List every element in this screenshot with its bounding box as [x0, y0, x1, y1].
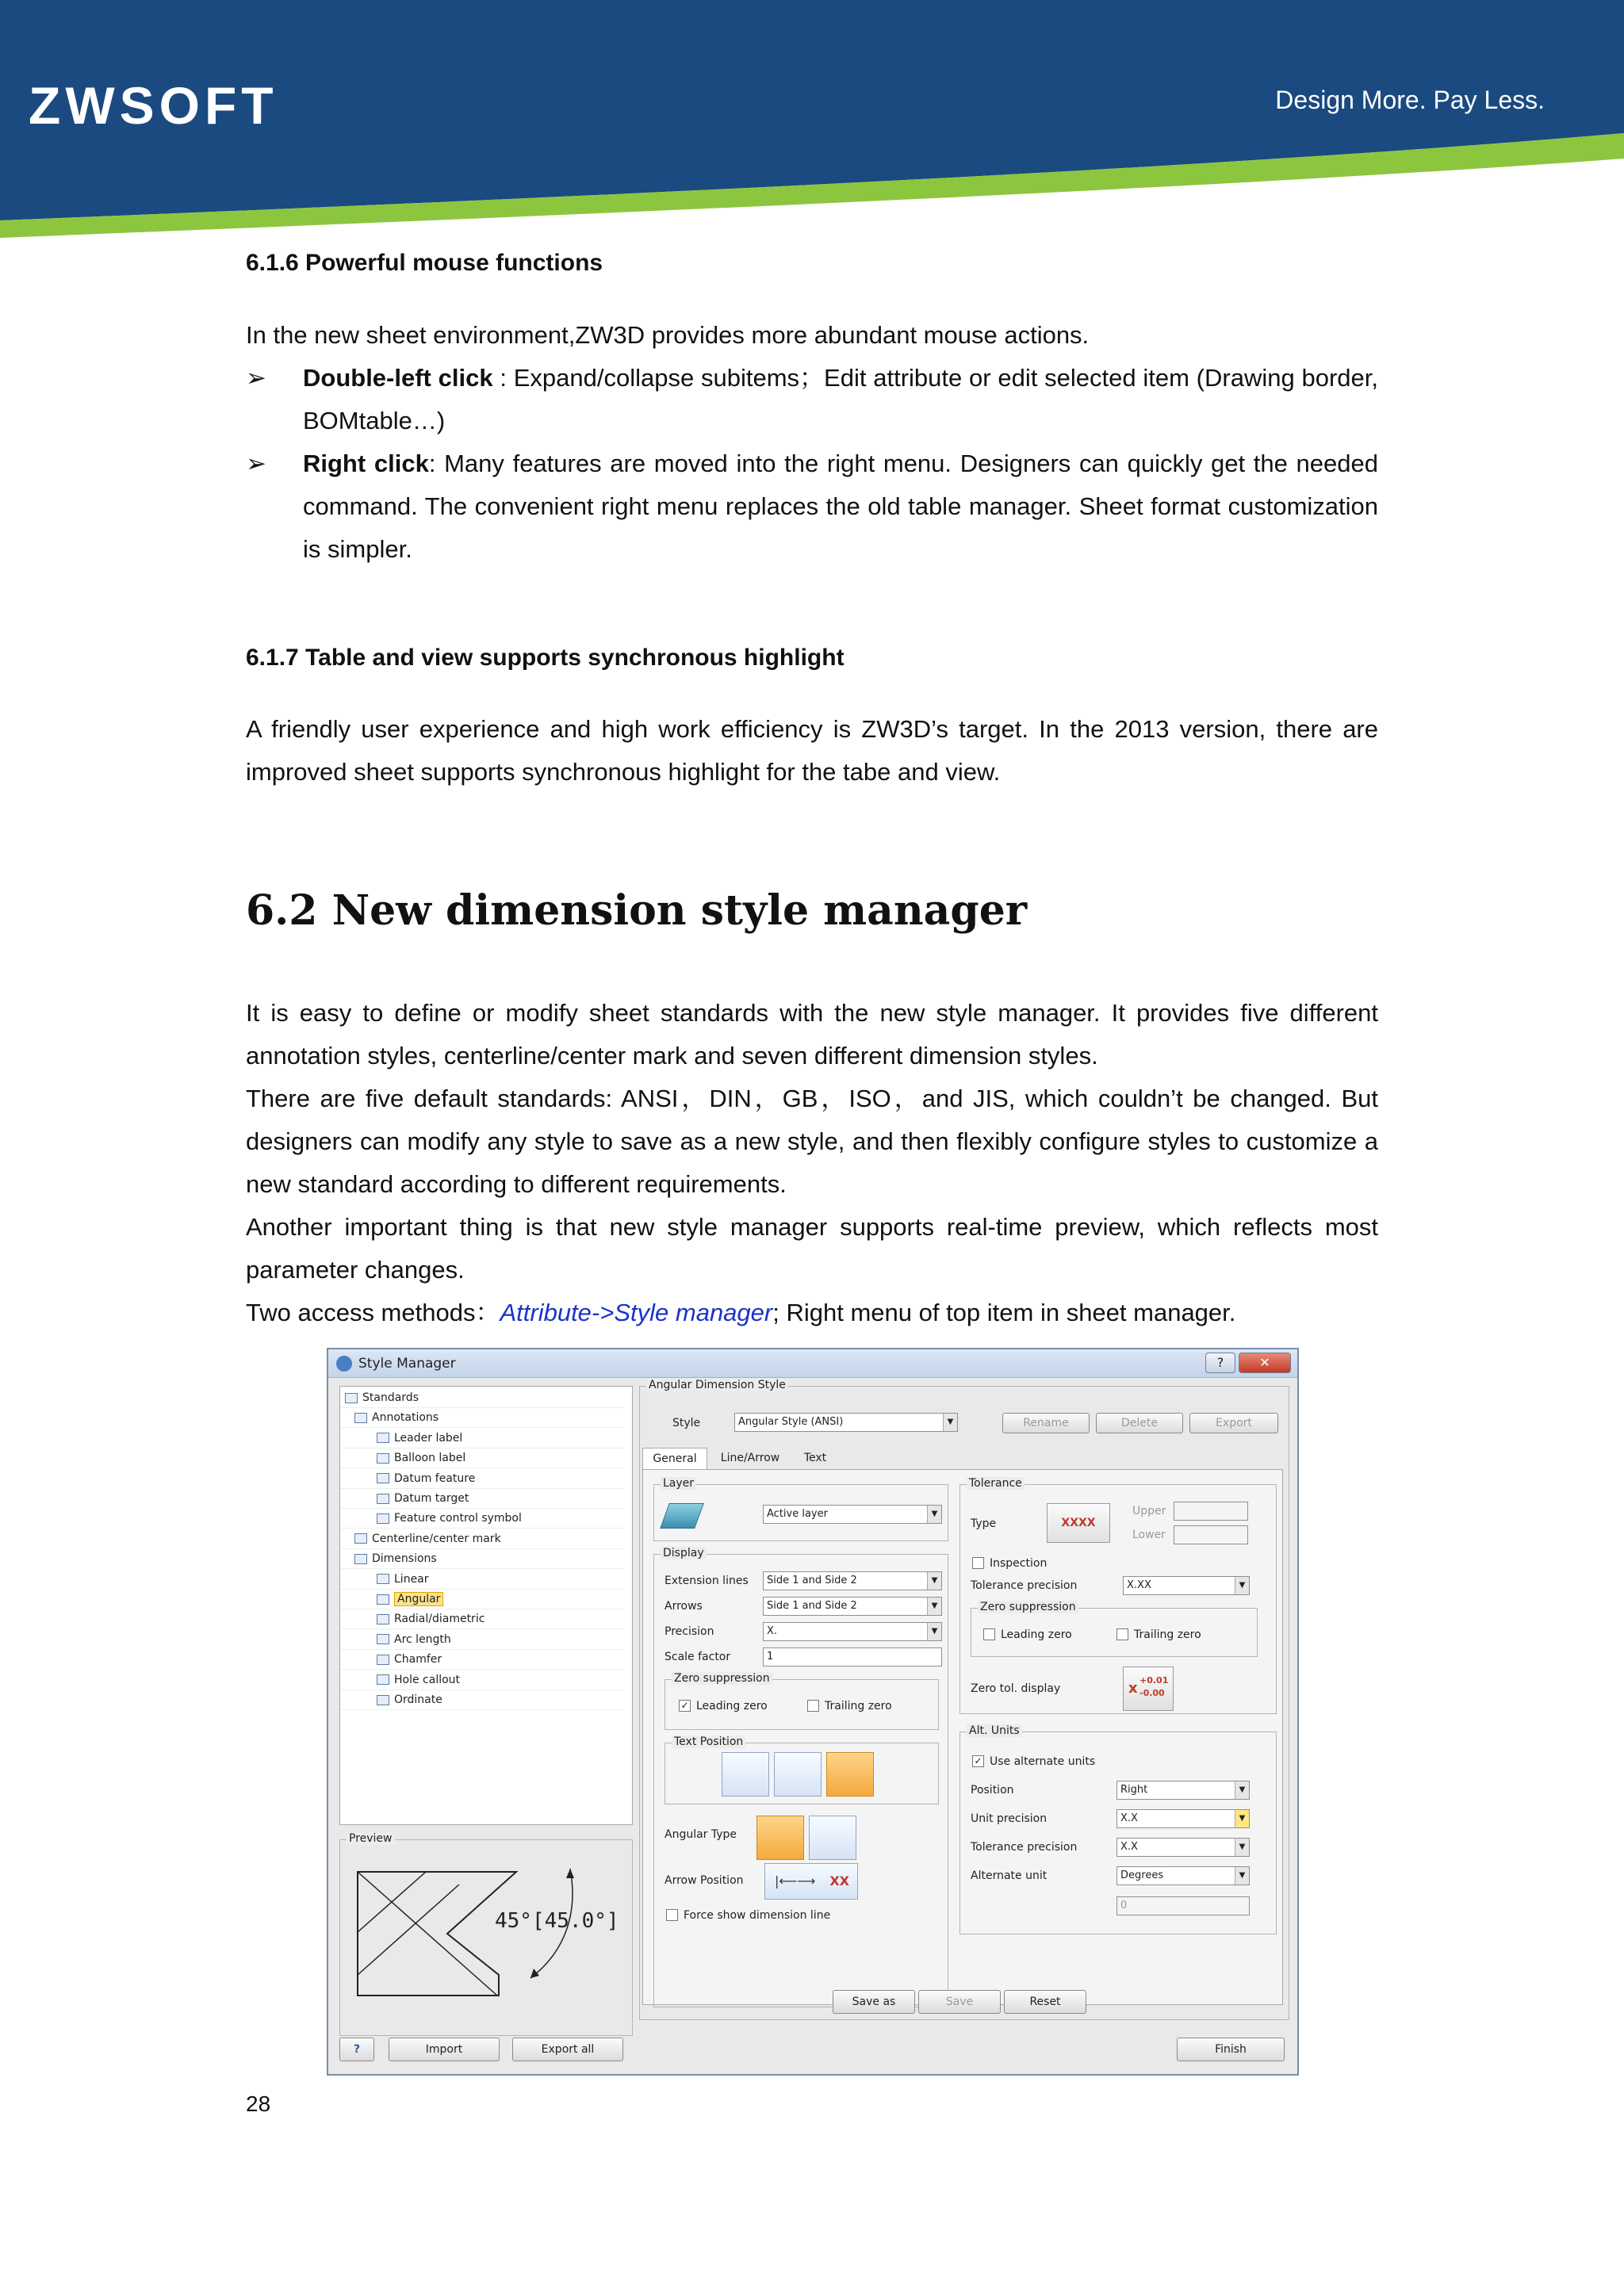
zero-tol-up: +0.01	[1139, 1675, 1169, 1686]
tree-node-icon	[377, 1655, 389, 1665]
rename-button[interactable]: Rename	[1002, 1413, 1090, 1433]
bullet-text: : Expand/collapse subitems；Edit attribute or edit selected item (Drawing border, BOMtable…)	[303, 364, 1378, 434]
alt-tol-precision-select[interactable]	[1116, 1838, 1250, 1857]
bullet-text: : Many features are moved into the right menu. Designers can quickly get the needed command. The convenient right menu replaces the old table manager. Sheet format customization is simpler.	[303, 450, 1379, 563]
angular-type-a-icon[interactable]	[756, 1816, 804, 1860]
ext-lines-value: Side 1 and Side 2	[767, 1575, 857, 1586]
tab-line-arrow[interactable]: Line/Arrow	[720, 1452, 780, 1464]
upper-label: Upper	[1132, 1505, 1166, 1517]
unit-precision-select[interactable]	[1116, 1809, 1250, 1828]
upper-input[interactable]	[1174, 1502, 1248, 1521]
double-arrow-icon: |⟵⟶	[775, 1873, 816, 1888]
arrow-position-icon[interactable]	[764, 1863, 858, 1900]
alt-unit-value: Degrees	[1120, 1869, 1164, 1881]
sec62-p4	[246, 1292, 1378, 1334]
tolerance-group-label: Tolerance	[967, 1477, 1025, 1490]
tol-precision-label: Tolerance precision	[971, 1579, 1078, 1592]
close-button[interactable]: ✕	[1239, 1353, 1291, 1373]
tree-node-icon	[377, 1674, 389, 1685]
layer-group-label: Layer	[661, 1477, 696, 1490]
tree-item-label: Radial/diametric	[394, 1613, 485, 1626]
tree-item[interactable]	[340, 1650, 624, 1670]
chevron-down-icon[interactable]: ▼	[1235, 1867, 1249, 1885]
trailing-zero-label: Trailing zero	[825, 1700, 892, 1712]
tolerance-type-button[interactable]: XXXX	[1047, 1503, 1110, 1543]
zero-tol-button[interactable]: x +0.01 -0.00	[1123, 1667, 1174, 1711]
tol-leading-zero-checkbox[interactable]	[983, 1628, 995, 1640]
style-select[interactable]	[734, 1413, 958, 1432]
lower-label: Lower	[1132, 1529, 1166, 1541]
section-heading-617: 6.1.7 Table and view supports synchronous highlight	[246, 645, 845, 671]
chevron-down-icon[interactable]: ▼	[1235, 1839, 1249, 1856]
sec62-p3: Another important thing is that new style manager supports real-time preview, which reflects most parameter changes.	[246, 1213, 1378, 1284]
finish-button[interactable]: Finish	[1177, 2038, 1285, 2061]
scale-label: Scale factor	[665, 1651, 731, 1663]
style-group-label: Angular Dimension Style	[646, 1379, 788, 1391]
position-select[interactable]	[1116, 1781, 1250, 1800]
tree-item-label: Annotations	[372, 1411, 439, 1425]
tagline: Design More. Pay Less.	[1275, 86, 1545, 114]
sec62-p1: It is easy to define or modify sheet standards with the new style manager. It provides five different annotation styles, centerline/center mark and seven different dimension styles.	[246, 999, 1378, 1070]
chevron-down-icon[interactable]: ▼	[927, 1623, 941, 1640]
chevron-down-icon[interactable]: ▼	[1235, 1810, 1249, 1827]
tree-item[interactable]	[340, 1609, 624, 1629]
dialog-title: Style Manager	[358, 1356, 456, 1372]
alt-units-label: Alt. Units	[967, 1724, 1022, 1737]
style-manager-link[interactable]: Attribute->Style manager	[500, 1299, 773, 1326]
tree-node-icon	[377, 1695, 389, 1705]
bullet-term: Right click	[303, 450, 429, 477]
precision-label: Precision	[665, 1625, 714, 1638]
tree-item[interactable]	[340, 1690, 624, 1710]
bullet-right-click	[246, 442, 1378, 571]
tree-item-label: Linear	[394, 1572, 429, 1586]
zero-tol-down: -0.00	[1139, 1688, 1165, 1698]
alt-unit-select[interactable]	[1116, 1866, 1250, 1885]
arrow-bullet-icon: ➢	[246, 450, 266, 477]
standards-tree	[339, 1386, 633, 1825]
tab-general[interactable]: General	[642, 1448, 707, 1470]
save-button[interactable]: Save	[918, 1990, 1001, 2014]
tree-node-icon	[377, 1594, 389, 1605]
tree-node-icon	[377, 1614, 389, 1624]
access-prefix: Two access methods：	[246, 1299, 500, 1326]
lower-input[interactable]	[1174, 1525, 1248, 1544]
type-label: Type	[971, 1517, 997, 1530]
unit-precision-value: X.X	[1120, 1812, 1138, 1824]
tree-node-icon	[377, 1574, 389, 1584]
style-label: Style	[672, 1417, 701, 1429]
tab-text[interactable]: Text	[803, 1452, 827, 1464]
layer-select-value: Active layer	[767, 1508, 828, 1520]
arrow-position-text: XX	[829, 1873, 849, 1888]
preview-diagram	[340, 1840, 632, 2035]
tree-item-label: Standards	[362, 1391, 419, 1404]
tree-item-label: Hole callout	[394, 1673, 461, 1686]
position-label: Position	[971, 1784, 1014, 1797]
tree-item[interactable]	[340, 1590, 624, 1609]
style-select-value: Angular Style (ANSI)	[738, 1416, 844, 1428]
preview-group	[339, 1832, 633, 2036]
tree-item-label: Centerline/center mark	[372, 1532, 501, 1545]
zero-tol-label: Zero tol. display	[971, 1682, 1061, 1695]
layer-select[interactable]	[763, 1505, 942, 1524]
alt-zero-input[interactable]: 0	[1116, 1896, 1250, 1915]
tree-item[interactable]	[340, 1630, 624, 1650]
page-number: 28	[246, 2091, 271, 2116]
tree-item[interactable]	[340, 1388, 624, 1408]
unit-precision-label: Unit precision	[971, 1812, 1048, 1825]
tree-node-icon	[345, 1393, 358, 1403]
tree-node-icon	[377, 1473, 389, 1483]
alt-tol-precision-value: X.X	[1120, 1841, 1138, 1853]
tree-item[interactable]	[340, 1448, 624, 1468]
tree-item-label: Arc length	[394, 1632, 451, 1646]
chevron-down-icon[interactable]: ▼	[1235, 1577, 1249, 1594]
tree-node-icon	[354, 1413, 367, 1423]
tree-node-icon	[377, 1433, 389, 1443]
tree-item[interactable]	[340, 1509, 624, 1529]
ext-lines-select[interactable]	[763, 1571, 942, 1590]
tree-item[interactable]	[340, 1570, 624, 1590]
tree-item[interactable]	[340, 1408, 624, 1428]
tol-zero-supp-label: Zero suppression	[978, 1601, 1078, 1613]
text-pos-horizontal-icon[interactable]	[826, 1752, 874, 1797]
tree-item-label: Angular	[394, 1592, 443, 1606]
app-icon	[336, 1356, 352, 1372]
tree-item-label: Feature control symbol	[394, 1512, 522, 1525]
access-suffix: ; Right menu of top item in sheet manager.	[772, 1299, 1236, 1326]
section-heading-616: 6.1.6 Powerful mouse functions	[246, 250, 603, 276]
tree-node-icon	[354, 1533, 367, 1544]
alt-unit-label: Alternate unit	[971, 1869, 1048, 1882]
tol-precision-select[interactable]	[1123, 1576, 1250, 1595]
use-alt-label: Use alternate units	[990, 1755, 1096, 1768]
tree-node-icon	[377, 1513, 389, 1524]
precision-select[interactable]	[763, 1622, 942, 1641]
tree-node-icon	[377, 1634, 389, 1644]
tree-node-icon	[354, 1554, 367, 1564]
tree-item[interactable]	[340, 1469, 624, 1489]
chevron-down-icon[interactable]: ▼	[927, 1598, 941, 1615]
sec617-text: A friendly user experience and high work efficiency is ZW3D’s target. In the 2013 version, there are improved sheet supports synchronous highlight for the tabe and view.	[246, 715, 1378, 786]
arrow-position-label: Arrow Position	[665, 1874, 744, 1887]
scale-input[interactable]: 1	[763, 1647, 942, 1667]
delete-button[interactable]: Delete	[1096, 1413, 1183, 1433]
company-logo: ZWSOFT	[29, 76, 278, 135]
angular-type-label: Angular Type	[665, 1828, 737, 1841]
chevron-down-icon[interactable]: ▼	[943, 1414, 957, 1431]
ext-lines-label: Extension lines	[665, 1575, 749, 1587]
text-pos-inline-icon[interactable]	[722, 1752, 769, 1797]
tree-item[interactable]	[340, 1670, 624, 1690]
help-circle-button[interactable]: ?	[339, 2038, 374, 2061]
tree-node-icon	[377, 1494, 389, 1504]
arrow-bullet-icon: ➢	[246, 364, 266, 392]
chevron-down-icon[interactable]: ▼	[1235, 1781, 1249, 1799]
tree-item-label: Datum feature	[394, 1471, 476, 1485]
tree-item-label: Balloon label	[394, 1452, 466, 1465]
dialog-titlebar	[328, 1349, 1297, 1378]
inspection-checkbox[interactable]	[972, 1557, 984, 1569]
use-alt-checkbox[interactable]: ✓	[972, 1755, 984, 1767]
tree-node-icon	[377, 1453, 389, 1464]
header-banner	[0, 0, 1624, 246]
tree-item-label: Leader label	[394, 1431, 463, 1445]
preview-dim-text: 45°[45.0°]	[495, 1909, 619, 1933]
precision-value: X.	[767, 1625, 778, 1637]
tree-item[interactable]	[340, 1529, 624, 1549]
preview-label: Preview	[347, 1832, 395, 1845]
tree-item[interactable]	[340, 1429, 624, 1448]
tree-item-label: Chamfer	[394, 1653, 442, 1667]
help-button[interactable]: ?	[1205, 1353, 1235, 1373]
reset-button[interactable]: Reset	[1004, 1990, 1086, 2014]
tree-item-label: Dimensions	[372, 1552, 437, 1566]
save-as-button[interactable]: Save as	[833, 1990, 915, 2014]
tol-precision-value: X.XX	[1127, 1579, 1151, 1591]
chevron-down-icon[interactable]: ▼	[927, 1572, 941, 1590]
tol-trailing-zero-label: Trailing zero	[1134, 1628, 1201, 1641]
leading-zero-label: Leading zero	[696, 1700, 768, 1712]
tol-trailing-zero-checkbox[interactable]	[1116, 1628, 1128, 1640]
leading-zero-checkbox[interactable]: ✓	[679, 1700, 691, 1712]
force-show-checkbox[interactable]	[666, 1909, 678, 1921]
export-all-button[interactable]: Export all	[512, 2038, 623, 2061]
export-button[interactable]: Export	[1189, 1413, 1278, 1433]
chevron-down-icon[interactable]: ▼	[927, 1506, 941, 1523]
position-value: Right	[1120, 1784, 1148, 1796]
angular-type-b-icon[interactable]	[809, 1816, 856, 1860]
tree-item-label: Ordinate	[394, 1693, 442, 1706]
alt-tol-precision-label: Tolerance precision	[971, 1841, 1078, 1854]
arrows-value: Side 1 and Side 2	[767, 1600, 857, 1612]
style-manager-dialog	[327, 1348, 1299, 2076]
section-heading-62: 6.2 New dimension style manager	[246, 886, 1028, 935]
force-show-label: Force show dimension line	[684, 1909, 831, 1922]
tree-item[interactable]	[340, 1549, 624, 1569]
sec62-p2: There are five default standards: ANSI，DIN，GB，ISO，and JIS, which couldn’t be changed. But designers can modify any style to save as a new style, and then flexibly configure styles to customize a new standard according to different requirements.	[246, 1085, 1378, 1198]
arrows-select[interactable]	[763, 1597, 942, 1616]
import-button[interactable]: Import	[389, 2038, 500, 2061]
tree-item[interactable]	[340, 1489, 624, 1509]
bullet-double-click	[246, 357, 1378, 442]
bullet-term: Double-left click	[303, 364, 493, 392]
tol-leading-zero-label: Leading zero	[1001, 1628, 1072, 1641]
inspection-label: Inspection	[990, 1557, 1048, 1570]
trailing-zero-checkbox[interactable]	[807, 1700, 819, 1712]
arrows-label: Arrows	[665, 1600, 703, 1613]
zero-supp-label: Zero suppression	[672, 1672, 772, 1685]
text-pos-above-icon[interactable]	[774, 1752, 822, 1797]
display-group-label: Display	[661, 1547, 707, 1559]
sec616-intro: In the new sheet environment,ZW3D provides more abundant mouse actions.	[246, 321, 1090, 349]
tree-item-label: Datum target	[394, 1492, 469, 1505]
text-position-label: Text Position	[672, 1735, 745, 1748]
